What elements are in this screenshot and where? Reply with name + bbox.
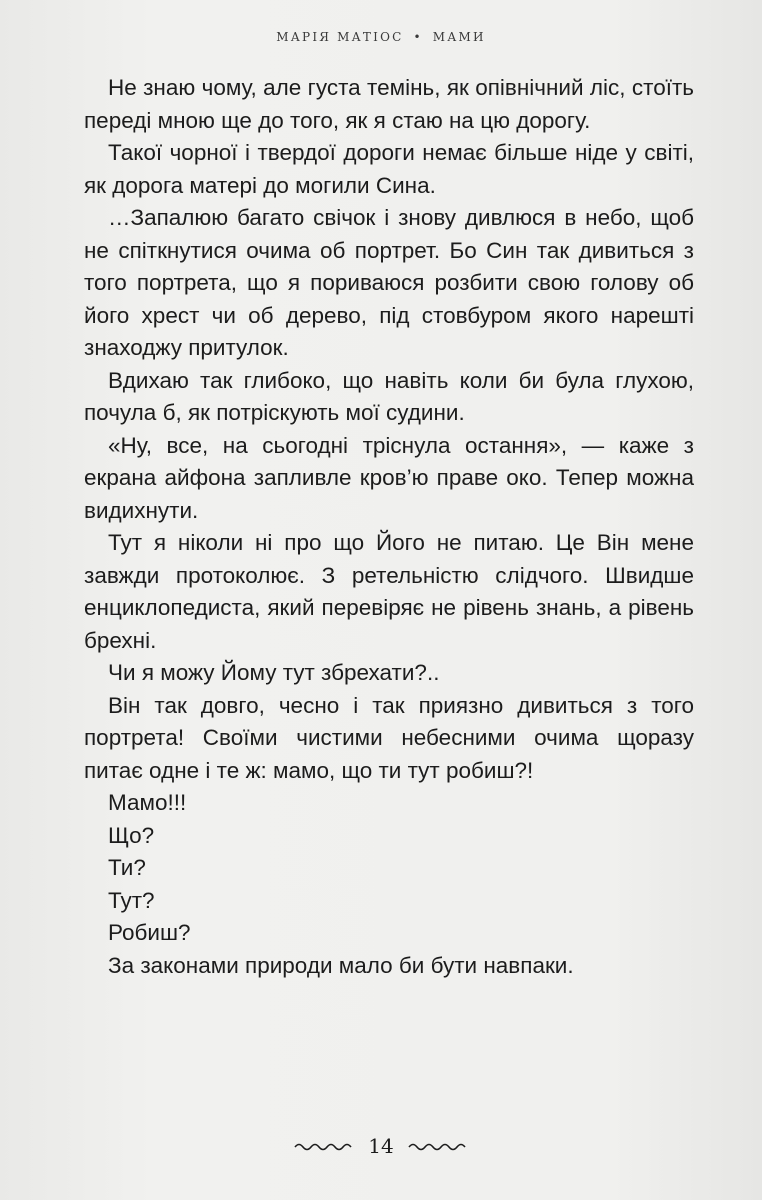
paragraph: Тут? — [108, 887, 155, 913]
paragraph: За законами природи мало би бути навпаки. — [108, 952, 574, 978]
paragraph: Вдихаю так глибоко, що навіть коли би була глухою, почула б, як потріскують мої судини. — [84, 367, 694, 425]
page-number: 14 — [368, 1133, 394, 1158]
paragraph: …Запалюю багато свічок і знову дивлюся в небо, щоб не спіткнутися очима об портрет. Бо Син так дивиться з того портрета, що я пориваюся розбити свою голову об його хрест чи об дерево, під стовбуром якого нарешті знаходжу притулок. — [84, 205, 694, 360]
paragraph: «Ну, все, на сьогодні тріснула остання», — каже з екрана айфона запливле кров’ю праве око. Тепер можна видихнути. — [84, 432, 694, 523]
paragraph: Він так довго, чесно і так приязно дивиться з того портрета! Своїми чистими небесними очима щоразу питає одне і те ж: мамо, що ти тут робиш?! — [84, 692, 694, 783]
body-text — [84, 72, 694, 982]
wave-ornament-right-icon — [408, 1141, 468, 1151]
paragraph: Чи я можу Йому тут збрехати?.. — [108, 660, 440, 685]
running-head — [0, 30, 762, 44]
paragraph: Такої чорної і твердої дороги немає більше ніде у світі, як дорога матері до могили Сина. — [84, 140, 694, 198]
paragraph: Ти? — [108, 855, 146, 880]
running-head-title: МАМИ — [432, 30, 486, 44]
paragraph: Не знаю чому, але густа темінь, як опівнічний ліс, стоїть переді мною ще до того, як я стаю на цю дорогу. — [84, 75, 694, 133]
paragraph: Робиш? — [108, 920, 191, 945]
paragraph: Що? — [108, 822, 155, 848]
paragraph: Мамо!!! — [108, 790, 187, 815]
paragraph: Тут я ніколи ні про що Його не питаю. Це Він мене завжди протоколює. З ретельністю слідчого. Швидше енциклопедиста, який перевіряє не рівень знань, а рівень брехні. — [84, 530, 694, 653]
running-head-author: МАРІЯ МАТІОС — [276, 30, 404, 44]
running-head-separator: • — [413, 30, 423, 44]
page-footer — [0, 1132, 762, 1158]
wave-ornament-left-icon — [294, 1141, 354, 1151]
